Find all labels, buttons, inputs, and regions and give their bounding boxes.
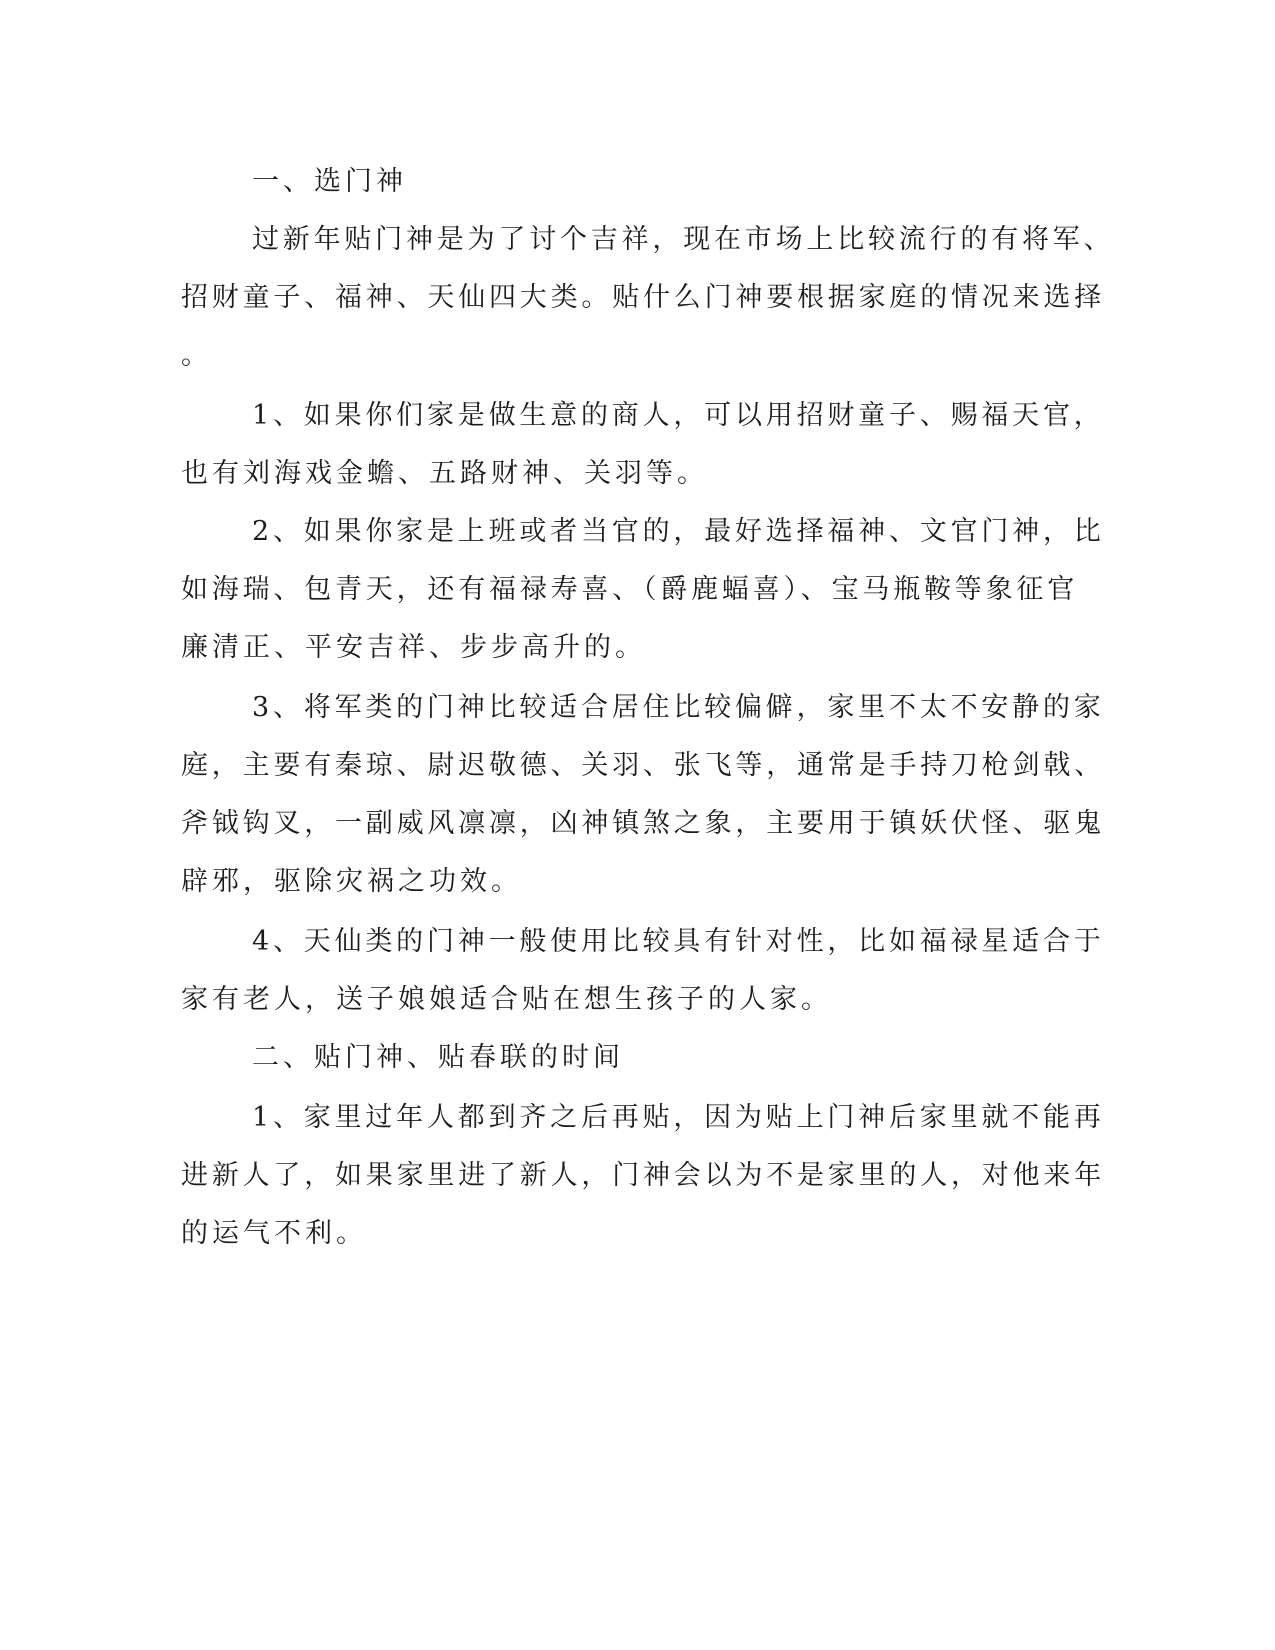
item-2-line-1: 2、如果你家是上班或者当官的，最好选择福神、文官门神，比	[252, 516, 1105, 547]
item-1-line-1: 1、如果你们家是做生意的商人，可以用招财童子、赐福天官，	[252, 400, 1105, 431]
paragraph-intro-line-1: 过新年贴门神是为了讨个吉祥，现在市场上比较流行的有将军、	[252, 224, 1115, 255]
heading-choose-door-gods: 一、选门神	[252, 166, 407, 197]
item-3-line-1: 3、将军类的门神比较适合居住比较偏僻，家里不太不安静的家	[252, 692, 1105, 723]
item-3-line-3: 斧钺钩叉，一副威风凛凛，凶神镇煞之象，主要用于镇妖伏怪、驱鬼	[181, 808, 1105, 839]
heading-posting-time: 二、贴门神、贴春联的时间	[252, 1042, 624, 1073]
item-3-line-4: 辟邪，驱除灾祸之功效。	[181, 866, 522, 897]
time-item-1-line-2: 进新人了，如果家里进了新人，门神会以为不是家里的人，对他来年	[181, 1160, 1105, 1191]
paragraph-intro-line-2: 招财童子、福神、天仙四大类。贴什么门神要根据家庭的情况来选择	[181, 282, 1105, 313]
item-3-line-2: 庭，主要有秦琼、尉迟敬德、关羽、张飞等，通常是手持刀枪剑戟、	[181, 750, 1105, 781]
time-item-1-line-3: 的运气不利。	[181, 1218, 367, 1249]
item-4-line-1: 4、天仙类的门神一般使用比较具有针对性，比如福禄星适合于	[252, 926, 1105, 957]
item-2-line-3: 廉清正、平安吉祥、步步高升的。	[181, 632, 646, 663]
paragraph-intro-line-3: 。	[181, 340, 212, 371]
item-2-line-2: 如海瑞、包青天，还有福禄寿喜、（爵鹿蝠喜）、宝马瓶鞍等象征官	[181, 574, 1078, 605]
time-item-1-line-1: 1、家里过年人都到齐之后再贴，因为贴上门神后家里就不能再	[252, 1102, 1105, 1133]
item-1-line-2: 也有刘海戏金蟾、五路财神、关羽等。	[181, 458, 708, 489]
item-4-line-2: 家有老人，送子娘娘适合贴在想生孩子的人家。	[181, 984, 832, 1015]
